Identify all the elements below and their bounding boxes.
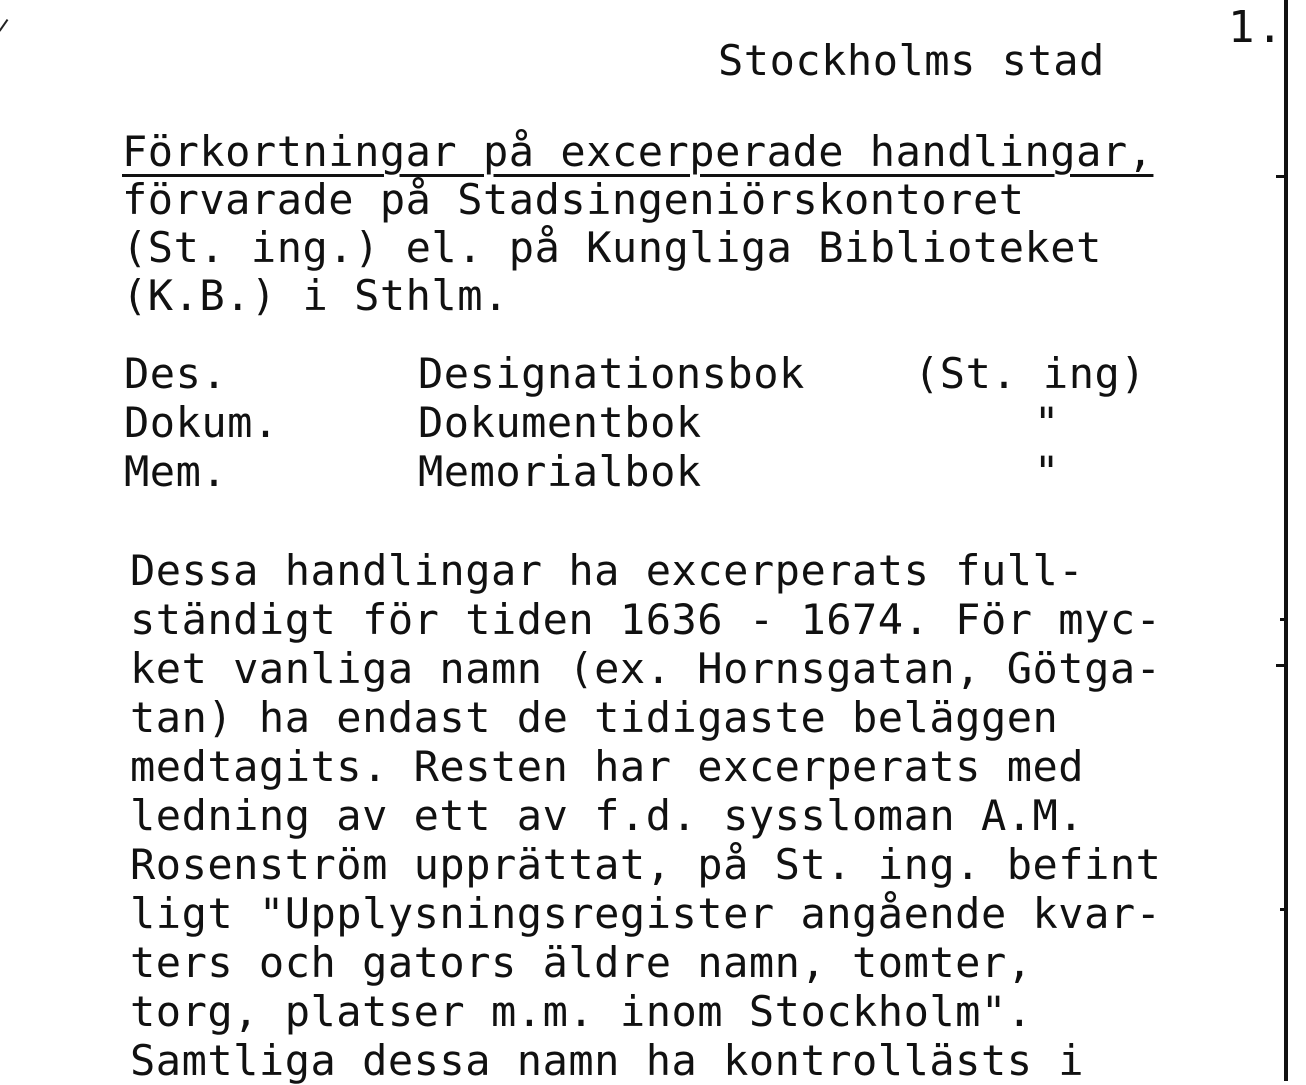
paragraph-line: ligt "Upplysningsregister angående kvar- — [130, 889, 1162, 938]
abbreviations-intro — [122, 128, 1282, 320]
abbreviation-key: Dokum. — [124, 398, 279, 447]
paragraph-line: medtagits. Resten har excerperats med — [130, 742, 1085, 791]
paragraph-line: Rosenström upprättat, på St. ing. befint — [130, 840, 1162, 889]
city-heading: Stockholms stad — [718, 36, 1105, 85]
paragraph-line: ständigt för tiden 1636 - 1674. För myc- — [130, 595, 1162, 644]
paragraph-line: ket vanliga namn (ex. Hornsgatan, Götga- — [130, 644, 1162, 693]
abbreviation-key: Des. — [124, 349, 228, 398]
intro-line: (St. ing.) el. på Kungliga Biblioteket — [122, 223, 1102, 272]
intro-line: (K.B.) i Sthlm. — [122, 271, 509, 320]
abbreviation-value: Dokumentbok — [418, 398, 702, 447]
explanatory-paragraph — [130, 546, 1290, 1085]
intro-line: förvarade på Stadsingeniörskontoret — [122, 175, 1025, 224]
paragraph-line: ters och gators äldre namn, tomter, — [130, 938, 1033, 987]
corner-pen-mark — [0, 19, 13, 35]
paragraph-line: tan) ha endast de tidigaste beläggen — [130, 693, 1059, 742]
page-number: 1. — [1228, 2, 1285, 53]
ditto-mark: " — [1034, 447, 1060, 496]
paragraph-line: Samtliga dessa namn ha kontrollästs i — [130, 1036, 1085, 1085]
abbreviation-source: (St. ing) — [914, 349, 1147, 398]
abbreviation-key: Mem. — [124, 447, 228, 496]
ditto-mark: " — [1034, 398, 1060, 447]
abbreviation-row — [124, 448, 1224, 497]
abbreviation-value: Memorialbok — [418, 447, 702, 496]
abbreviation-row — [124, 399, 1224, 448]
abbreviation-row — [124, 350, 1224, 399]
intro-title-line: Förkortningar på excerperade handlingar, — [122, 127, 1154, 176]
paragraph-line: torg, platser m.m. inom Stockholm". — [130, 987, 1033, 1036]
paragraph-line: Dessa handlingar ha excerperats full- — [130, 546, 1085, 595]
abbreviation-table — [124, 350, 1224, 497]
abbreviation-value: Designationsbok — [418, 349, 805, 398]
paragraph-line: ledning av ett av f.d. syssloman A.M. — [130, 791, 1085, 840]
